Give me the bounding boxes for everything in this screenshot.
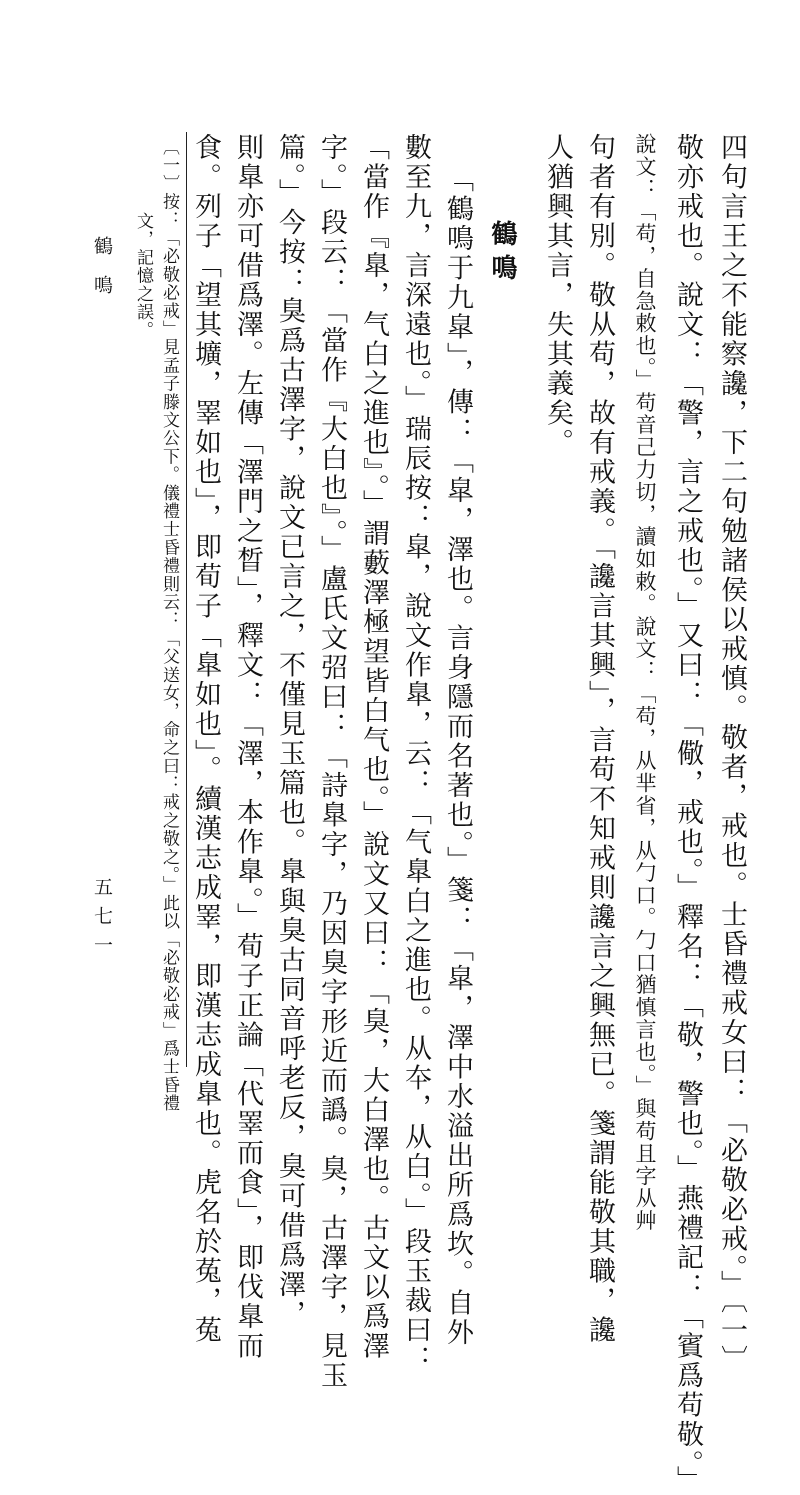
text-column: 數至九，言深遠也。」瑞辰按：皐，說文作臯，云：「气臯白之進也。从夲，从白。」段玉裁曰： [400,133,431,1375]
text-column: 四句言王之不能察讒，下二句勉諸侯以戒慎。敬者，戒也。士昏禮戒女曰：「必敬必戒。」〔一〕 [716,133,747,1375]
text-column: 「當作『臯，气白之進也』。」謂藪澤極望皆白气也。」說文又曰：「臭，大白澤也。古文以爲澤 [358,133,389,1361]
text-column: 句者有別。敬从苟，故有戒義。「讒言其興」，言苟不知戒則讒言之興無已。箋謂能敬其職，讒 [584,133,615,1345]
section-heading: 鶴鳴 [487,220,517,288]
page-number: 五七一 [91,877,113,964]
text-column: 敬亦戒也。說文：「警，言之戒也。」又曰：「儆，戒也。」釋名：「敬，警也。」燕禮記：「賓爲苟敬。」 [672,133,703,1495]
text-column: 食。列子「望其壙，睪如也」，即荀子「臯如也」。續漢志成睪，即漢志成臯也。虎名於菟，菟 [190,133,221,1345]
footnote-column: 文，記憶之誤。 [133,212,153,340]
text-column: 說文：「苟，自急敕也。」苟音己力切，讀如敕。說文：「苟，从芈省，从勹口。勹口猶慎言也。」與苟且字从艸 [633,133,657,1232]
text-column: 篇。」今按：臭爲古澤字，說文已言之，不僅見玉篇也。臯與臭古同音呼老反，臭可借爲澤， [274,133,305,1329]
text-column: 字。」段云：「當作『大白也』。」盧氏文弨曰：「詩臯字，乃因臭字形近而譌。臭，古澤字，見玉 [316,133,347,1391]
text-column: 則臯亦可借爲澤。左傳「澤門之晳」，釋文：「澤，本作臯。」荀子正論「代睪而食」，即伐臯而 [232,133,263,1361]
text-column: 「鶴鳴于九皐」，傳：「皐，澤也。言身隱而名著也。」箋：「皐，澤中水溢出所爲坎。自外 [442,165,473,1348]
footnote-separator [186,132,187,1067]
running-header: 鶴鳴 [91,236,113,314]
text-column: 人猶興其言，失其義矣。 [542,133,573,458]
footnote-column: 〔一〕按：「必敬必戒」見孟子滕文公下。儀禮士昏禮則云：「父送女，命之曰：戒之敬之。」此以「必敬必戒」爲士昏禮 [159,138,179,1113]
